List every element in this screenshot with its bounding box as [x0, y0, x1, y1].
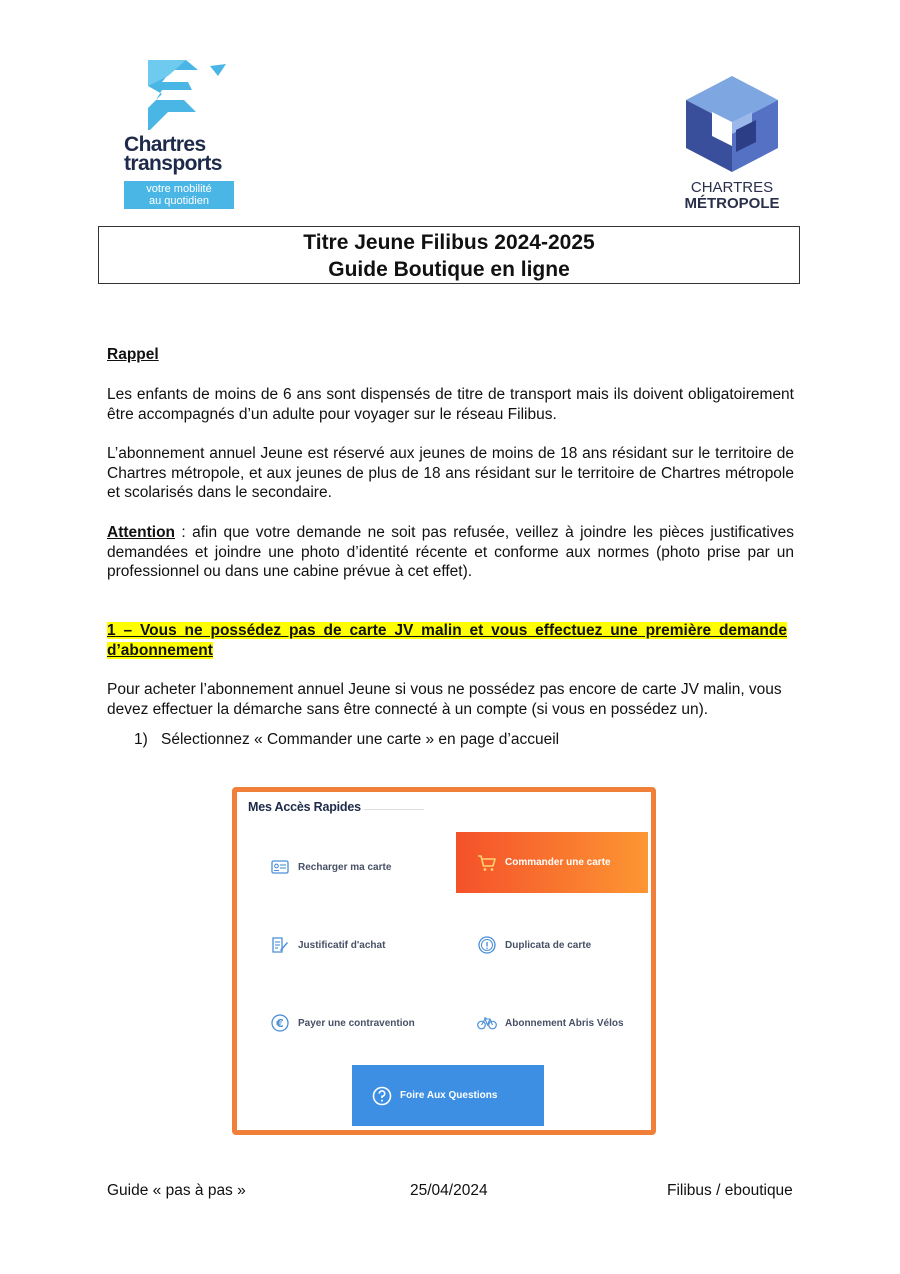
chartres-transports-wordmark: Chartres transports [124, 133, 222, 175]
duplicata-carte-button[interactable]: Duplicata de carte [477, 935, 591, 955]
document-edit-icon [270, 935, 290, 955]
rappel-heading: Rappel [107, 346, 159, 363]
chartres-metropole-cube-icon [676, 72, 788, 176]
cart-icon [477, 853, 497, 873]
document-title-box [98, 226, 800, 284]
step-1: 1) Sélectionnez « Commander une carte » en page d’accueil [134, 731, 560, 748]
recharger-carte-button[interactable]: Recharger ma carte [270, 857, 391, 877]
section-1-heading: 1 – Vous ne possédez pas de carte JV malin et vous effectuez une première demande d’abonnement [107, 622, 787, 659]
payer-contravention-button[interactable]: € Payer une contravention [270, 1013, 415, 1033]
attention-paragraph [107, 523, 794, 582]
quick-access-title: Mes Accès Rapides [248, 800, 361, 814]
justificatif-achat-button[interactable]: Justificatif d'achat [270, 935, 385, 955]
chartres-metropole-wordmark: CHARTRES MÉTROPOLE [684, 179, 780, 212]
rappel-paragraph-1: Les enfants de moins de 6 ans sont dispensés de titre de transport mais ils doivent obligatoirement être accompagnés d’un adulte pour voyager sur le réseau Filibus. [107, 386, 794, 423]
title-line-1: Titre Jeune Filibus 2024-2025 [303, 231, 595, 254]
attention-text: : afin que votre demande ne soit pas refusée, veillez à joindre les pièces justificatives demandées et joindre une photo d’identité récente et conforme aux normes (photo prise par un professionnel ou dans une cabine prévue à cet effet). [107, 524, 794, 580]
bicycle-icon [477, 1013, 497, 1033]
section-1-intro: Pour acheter l’abonnement annuel Jeune si vous ne possédez pas encore de carte JV malin, vous devez effectuer la démarche sans être connecté à un compte (si vous en possédez un). [107, 681, 782, 718]
euro-icon [270, 1013, 290, 1033]
footer-guide-label: Guide « pas à pas » [107, 1182, 246, 1199]
commander-carte-button[interactable]: Commander une carte [456, 832, 648, 893]
chartres-transports-tagline: votre mobilité au quotidien [124, 181, 234, 209]
attention-label: Attention [107, 524, 176, 541]
rappel-paragraph-2: L’abonnement annuel Jeune est réservé aux jeunes de moins de 18 ans résidant sur le territoire de Chartres métropole, et aux jeunes de plus de 18 ans résidant sur le territoire de Chartres métropole et scolarisés dans le secondaire. [107, 445, 794, 501]
chartres-transports-logo [122, 56, 238, 212]
svg-text:€: € [276, 1017, 284, 1030]
info-circle-icon [477, 935, 497, 955]
question-circle-icon [372, 1086, 392, 1106]
footer-date: 25/04/2024 [410, 1182, 488, 1199]
faq-button[interactable]: Foire Aux Questions [352, 1065, 544, 1126]
abonnement-abris-velos-button[interactable]: Abonnement Abris Vélos [477, 1013, 624, 1033]
chartres-metropole-logo [676, 72, 788, 218]
chartres-transports-mark-icon [122, 56, 232, 134]
id-card-icon [270, 857, 290, 877]
quick-access-title-rule [364, 809, 424, 810]
title-line-2: Guide Boutique en ligne [328, 258, 570, 281]
quick-access-screenshot [232, 787, 656, 1135]
footer-source: Filibus / eboutique [667, 1182, 793, 1199]
